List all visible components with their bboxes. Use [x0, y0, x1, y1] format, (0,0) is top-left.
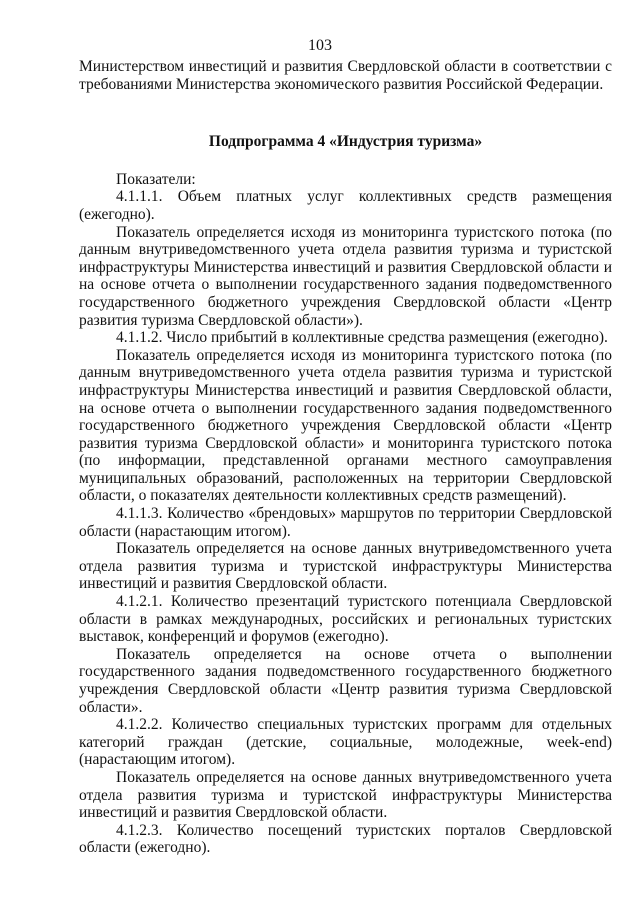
section-heading: Подпрограмма 4 «Индустрия туризма» — [208, 133, 483, 151]
indicator-4-1-1-3: 4.1.1.3. Количество «брендовых» маршрутов по территории Свердловской области (нарастающим итогом). — [79, 505, 612, 540]
intro-paragraph: Министерством инвестиций и развития Свердловской области в соответствии с требованиями Министерства экономического развития Российской Федерации. — [79, 58, 612, 93]
indicator-description: Показатель определяется на основе данных внутриведомственного учета отдела развития туризма и туристской инфраструктуры Министерства инвестиций и развития Свердловской области. — [79, 768, 612, 822]
indicator-description: Показатель определяется на основе отчета о выполнении государственного задания подведомственного государственного бюджетного учреждения Свердловской области «Центр развития туризма Свердловской области». — [79, 645, 612, 716]
indicator-4-1-1-1: 4.1.1.1. Объем платных услуг коллективных средств размещения (ежегодно). — [79, 188, 612, 223]
document-body — [79, 58, 612, 857]
indicator-description: Показатель определяется исходя из мониторинга туристского потока (по данным внутриведомственного учета отдела развития туризма и туристской инфраструктуры Министерства инвестиций и развития Свердловской области, на основе отчета о выполнении государственного задания подведомственного государственного бюджетного учреждения Свердловской области «Центр развития туризма Свердловской области» и мониторинга туристского потока (по информации, представленной органами местного самоуправления муниципальных образований, расположенных на территории Свердловской области, о показателях деятельности коллективных средств размещений). — [79, 346, 612, 505]
indicator-4-1-2-2: 4.1.2.2. Количество специальных туристских программ для отдельных категорий граждан (детские, социальные, молодежные, week-end) (нарастающим итогом). — [79, 716, 612, 769]
indicator-description: Показатель определяется исходя из мониторинга туристского потока (по данным внутриведомственного учета отдела развития туризма и туристской инфраструктуры Министерства инвестиций и развития Свердловской области и на основе отчета о выполнении государственного задания подведомственного государственного бюджетного учреждения Свердловской области «Центр развития туризма Свердловской области»). — [79, 223, 612, 329]
indicator-4-1-2-3: 4.1.2.3. Количество посещений туристских порталов Свердловской области (ежегодно). — [79, 821, 612, 857]
indicators-label: Показатели: — [116, 170, 196, 188]
indicator-4-1-2-1: 4.1.2.1. Количество презентаций туристского потенциала Свердловской области в рамках международных, российских и региональных туристских выставок, конференций и форумов (ежегодно). — [79, 593, 612, 646]
indicator-description: Показатель определяется на основе данных внутриведомственного учета отдела развития туризма и туристской инфраструктуры Министерства инвестиций и развития Свердловской области. — [79, 540, 612, 593]
page-number: 103 — [308, 37, 332, 54]
indicator-4-1-1-2: 4.1.1.2. Число прибытий в коллективные средства размещения (ежегодно). — [116, 329, 608, 347]
